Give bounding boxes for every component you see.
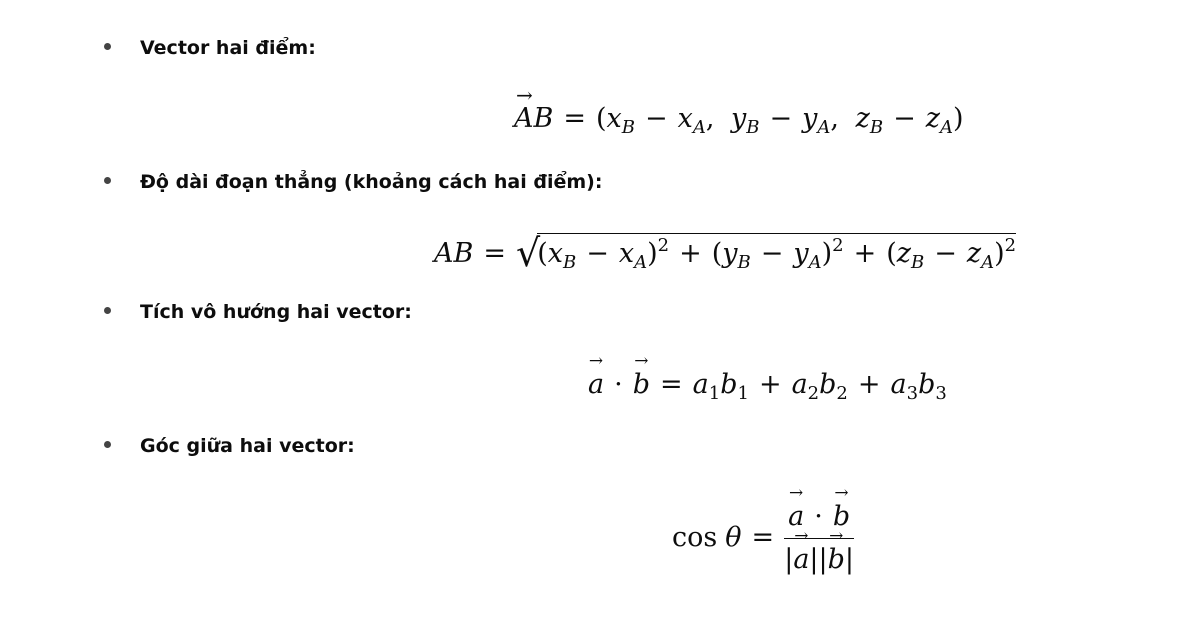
formula-dot-product: → $a \cdot\to b = a_1b_1 + a_2b_2 + a_3b_3$ bbox=[588, 368, 947, 402]
list-item bbox=[104, 300, 412, 324]
list-item bbox=[104, 36, 316, 60]
bullet-icon bbox=[104, 43, 111, 50]
bullet-icon bbox=[104, 177, 111, 184]
list-item bbox=[104, 170, 602, 194]
item-label: Tích vô hướng hai vector: bbox=[140, 301, 412, 323]
formula-vector: → AB = ($x_B - x_A$, $y_B - y_A$, $z_B - z_A$) bbox=[514, 102, 963, 136]
item-label: Độ dài đoạn thẳng (khoảng cách hai điểm): bbox=[140, 171, 603, 193]
bullet-icon bbox=[104, 441, 111, 448]
list-item bbox=[104, 434, 355, 458]
formula-angle: cos θ = → $\frac{a \cdot\to b}{|\to a||\to b|}$ bbox=[672, 500, 854, 577]
formula-distance: AB = $√(x_B - x_A)^2 + (y_B - y_A)^2 + (z_B - z_A)^2$ bbox=[434, 231, 1017, 275]
fraction: → $\frac{a \cdot\to b}{|\to a||\to b|}$ bbox=[784, 500, 854, 577]
item-label: Vector hai điểm: bbox=[140, 37, 316, 59]
item-label: Góc giữa hai vector: bbox=[140, 435, 355, 457]
bullet-icon bbox=[104, 307, 111, 314]
